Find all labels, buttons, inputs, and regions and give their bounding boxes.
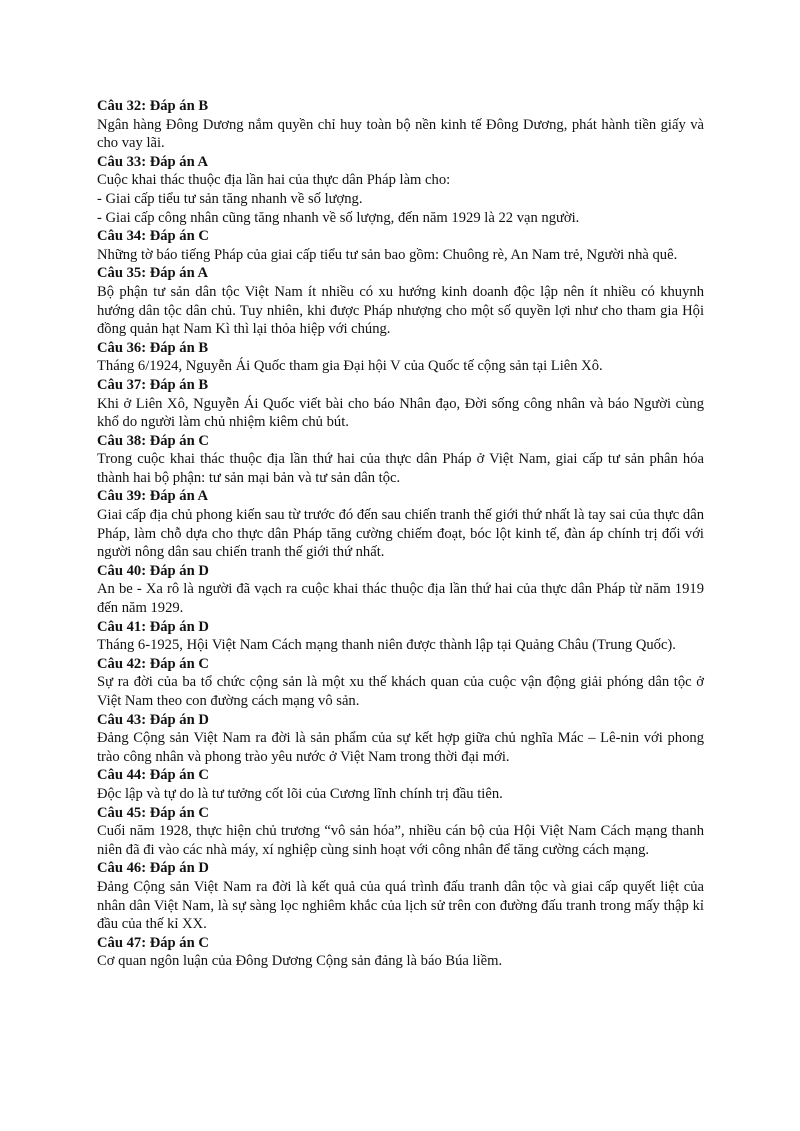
question-title: Câu 41: Đáp án D bbox=[97, 618, 209, 635]
question-answer: Tháng 6-1925, Hội Việt Nam Cách mạng thanh niên được thành lập tại Quảng Châu (Trung Quốc). bbox=[97, 637, 676, 654]
question-answer: Tháng 6/1924, Nguyễn Ái Quốc tham gia Đại hội V của Quốc tế cộng sản tại Liên Xô. bbox=[97, 358, 603, 375]
document-page bbox=[97, 97, 704, 971]
question-block bbox=[97, 227, 704, 264]
question-title: Câu 36: Đáp án B bbox=[97, 339, 209, 356]
question-title: Câu 34: Đáp án C bbox=[97, 228, 209, 245]
question-answer: Ngân hàng Đông Dương nắm quyền chỉ huy toàn bộ nền kinh tế Đông Dương, phát hành tiền giấy và cho vay lãi. bbox=[97, 116, 704, 152]
question-answer-bullet: - Giai cấp công nhân cũng tăng nhanh về số lượng, đến năm 1929 là 22 vạn người. bbox=[97, 209, 580, 226]
question-title: Câu 42: Đáp án C bbox=[97, 655, 209, 672]
question-block bbox=[97, 339, 704, 376]
question-title: Câu 39: Đáp án A bbox=[97, 488, 209, 505]
question-answer: Đảng Cộng sản Việt Nam ra đời là kết quả của quá trình đấu tranh dân tộc và giai cấp quyết liệt của nhân dân Việt Nam, là sự sàng lọc nghiêm khắc của lịch sử trên con đường đấu tranh trong mấy thập kỉ đầu của thế kỉ XX. bbox=[97, 878, 704, 933]
question-answer: Cuộc khai thác thuộc địa lần hai của thực dân Pháp làm cho: bbox=[97, 172, 451, 189]
question-title: Câu 32: Đáp án B bbox=[97, 98, 209, 114]
question-block bbox=[97, 655, 704, 711]
question-title: Câu 33: Đáp án A bbox=[97, 153, 209, 170]
question-title: Câu 43: Đáp án D bbox=[97, 711, 209, 728]
question-title: Câu 47: Đáp án C bbox=[97, 934, 209, 951]
question-answer: An be - Xa rô là người đã vạch ra cuộc khai thác thuộc địa lần thứ hai của thực dân Pháp từ năm 1919 đến năm 1929. bbox=[97, 581, 704, 617]
question-answer: Những tờ báo tiếng Pháp của giai cấp tiểu tư sản bao gồm: Chuông rè, An Nam trẻ, Người nhà quê. bbox=[97, 246, 678, 263]
question-answer: Giai cấp địa chủ phong kiến sau từ trước đó đến sau chiến tranh thế giới thứ nhất là tay sai của thực dân Pháp, làm chỗ dựa cho thực dân Pháp tăng cường chiếm đoạt, bóc lột kinh tế, đàn áp chính trị đối với người nông dân sau chiến tranh thế giới thứ nhất. bbox=[97, 507, 704, 561]
question-block bbox=[97, 859, 704, 933]
question-block bbox=[97, 376, 704, 432]
question-answer: Cuối năm 1928, thực hiện chủ trương “vô sản hóa”, nhiều cán bộ của Hội Việt Nam Cách mạng thanh niên đã đi vào các nhà máy, xí nghiệp cùng sinh hoạt với công nhân để tăng cường cách mạng. bbox=[97, 823, 704, 858]
question-block bbox=[97, 97, 704, 153]
question-title: Câu 40: Đáp án D bbox=[97, 562, 209, 579]
question-title: Câu 38: Đáp án C bbox=[97, 432, 209, 449]
question-answer: Cơ quan ngôn luận của Đông Dương Cộng sản đảng là báo Búa liềm. bbox=[97, 953, 503, 970]
question-answer: Khi ở Liên Xô, Nguyễn Ái Quốc viết bài cho báo Nhân đạo, Đời sống công nhân và báo Người cùng khổ do người làm chủ nhiệm kiêm chủ bút. bbox=[97, 395, 704, 431]
question-block bbox=[97, 432, 704, 488]
question-block bbox=[97, 804, 704, 860]
question-block bbox=[97, 618, 704, 655]
question-answer: Sự ra đời của ba tổ chức cộng sản là một xu thế khách quan của cuộc vận động giải phóng dân tộc ở Việt Nam theo con đường cách mạng vô sản. bbox=[97, 674, 704, 709]
question-answer: Đảng Cộng sản Việt Nam ra đời là sản phẩm của sự kết hợp giữa chủ nghĩa Mác – Lê-nin với phong trào công nhân và phong trào yêu nước ở Việt Nam trong thời đại mới. bbox=[97, 730, 704, 765]
question-block bbox=[97, 153, 704, 227]
question-block bbox=[97, 711, 704, 767]
question-answer: Độc lập và tự do là tư tưởng cốt lõi của Cương lĩnh chính trị đầu tiên. bbox=[97, 785, 503, 802]
question-block bbox=[97, 934, 704, 971]
question-title: Câu 45: Đáp án C bbox=[97, 804, 209, 821]
question-title: Câu 46: Đáp án D bbox=[97, 860, 209, 877]
question-block bbox=[97, 264, 704, 338]
question-block bbox=[97, 487, 704, 561]
question-block bbox=[97, 562, 704, 618]
question-block bbox=[97, 766, 704, 803]
question-title: Câu 35: Đáp án A bbox=[97, 265, 209, 282]
question-answer: Trong cuộc khai thác thuộc địa lần thứ hai của thực dân Pháp ở Việt Nam, giai cấp tư sản phân hóa thành hai bộ phận: tư sản mại bản và tư sản dân tộc. bbox=[97, 451, 704, 486]
question-title: Câu 44: Đáp án C bbox=[97, 767, 209, 784]
question-answer: Bộ phận tư sản dân tộc Việt Nam ít nhiều có xu hướng kinh doanh độc lập nên ít nhiều có khuynh hướng dân tộc dân chủ. Tuy nhiên, khi được Pháp nhượng cho một số quyền lợi như cho tham gia Hội đồng quản hạt Nam Kì thì lại thỏa hiệp với chúng. bbox=[97, 283, 704, 338]
question-title: Câu 37: Đáp án B bbox=[97, 376, 209, 393]
question-answer-bullet: - Giai cấp tiểu tư sản tăng nhanh về số lượng. bbox=[97, 190, 363, 207]
